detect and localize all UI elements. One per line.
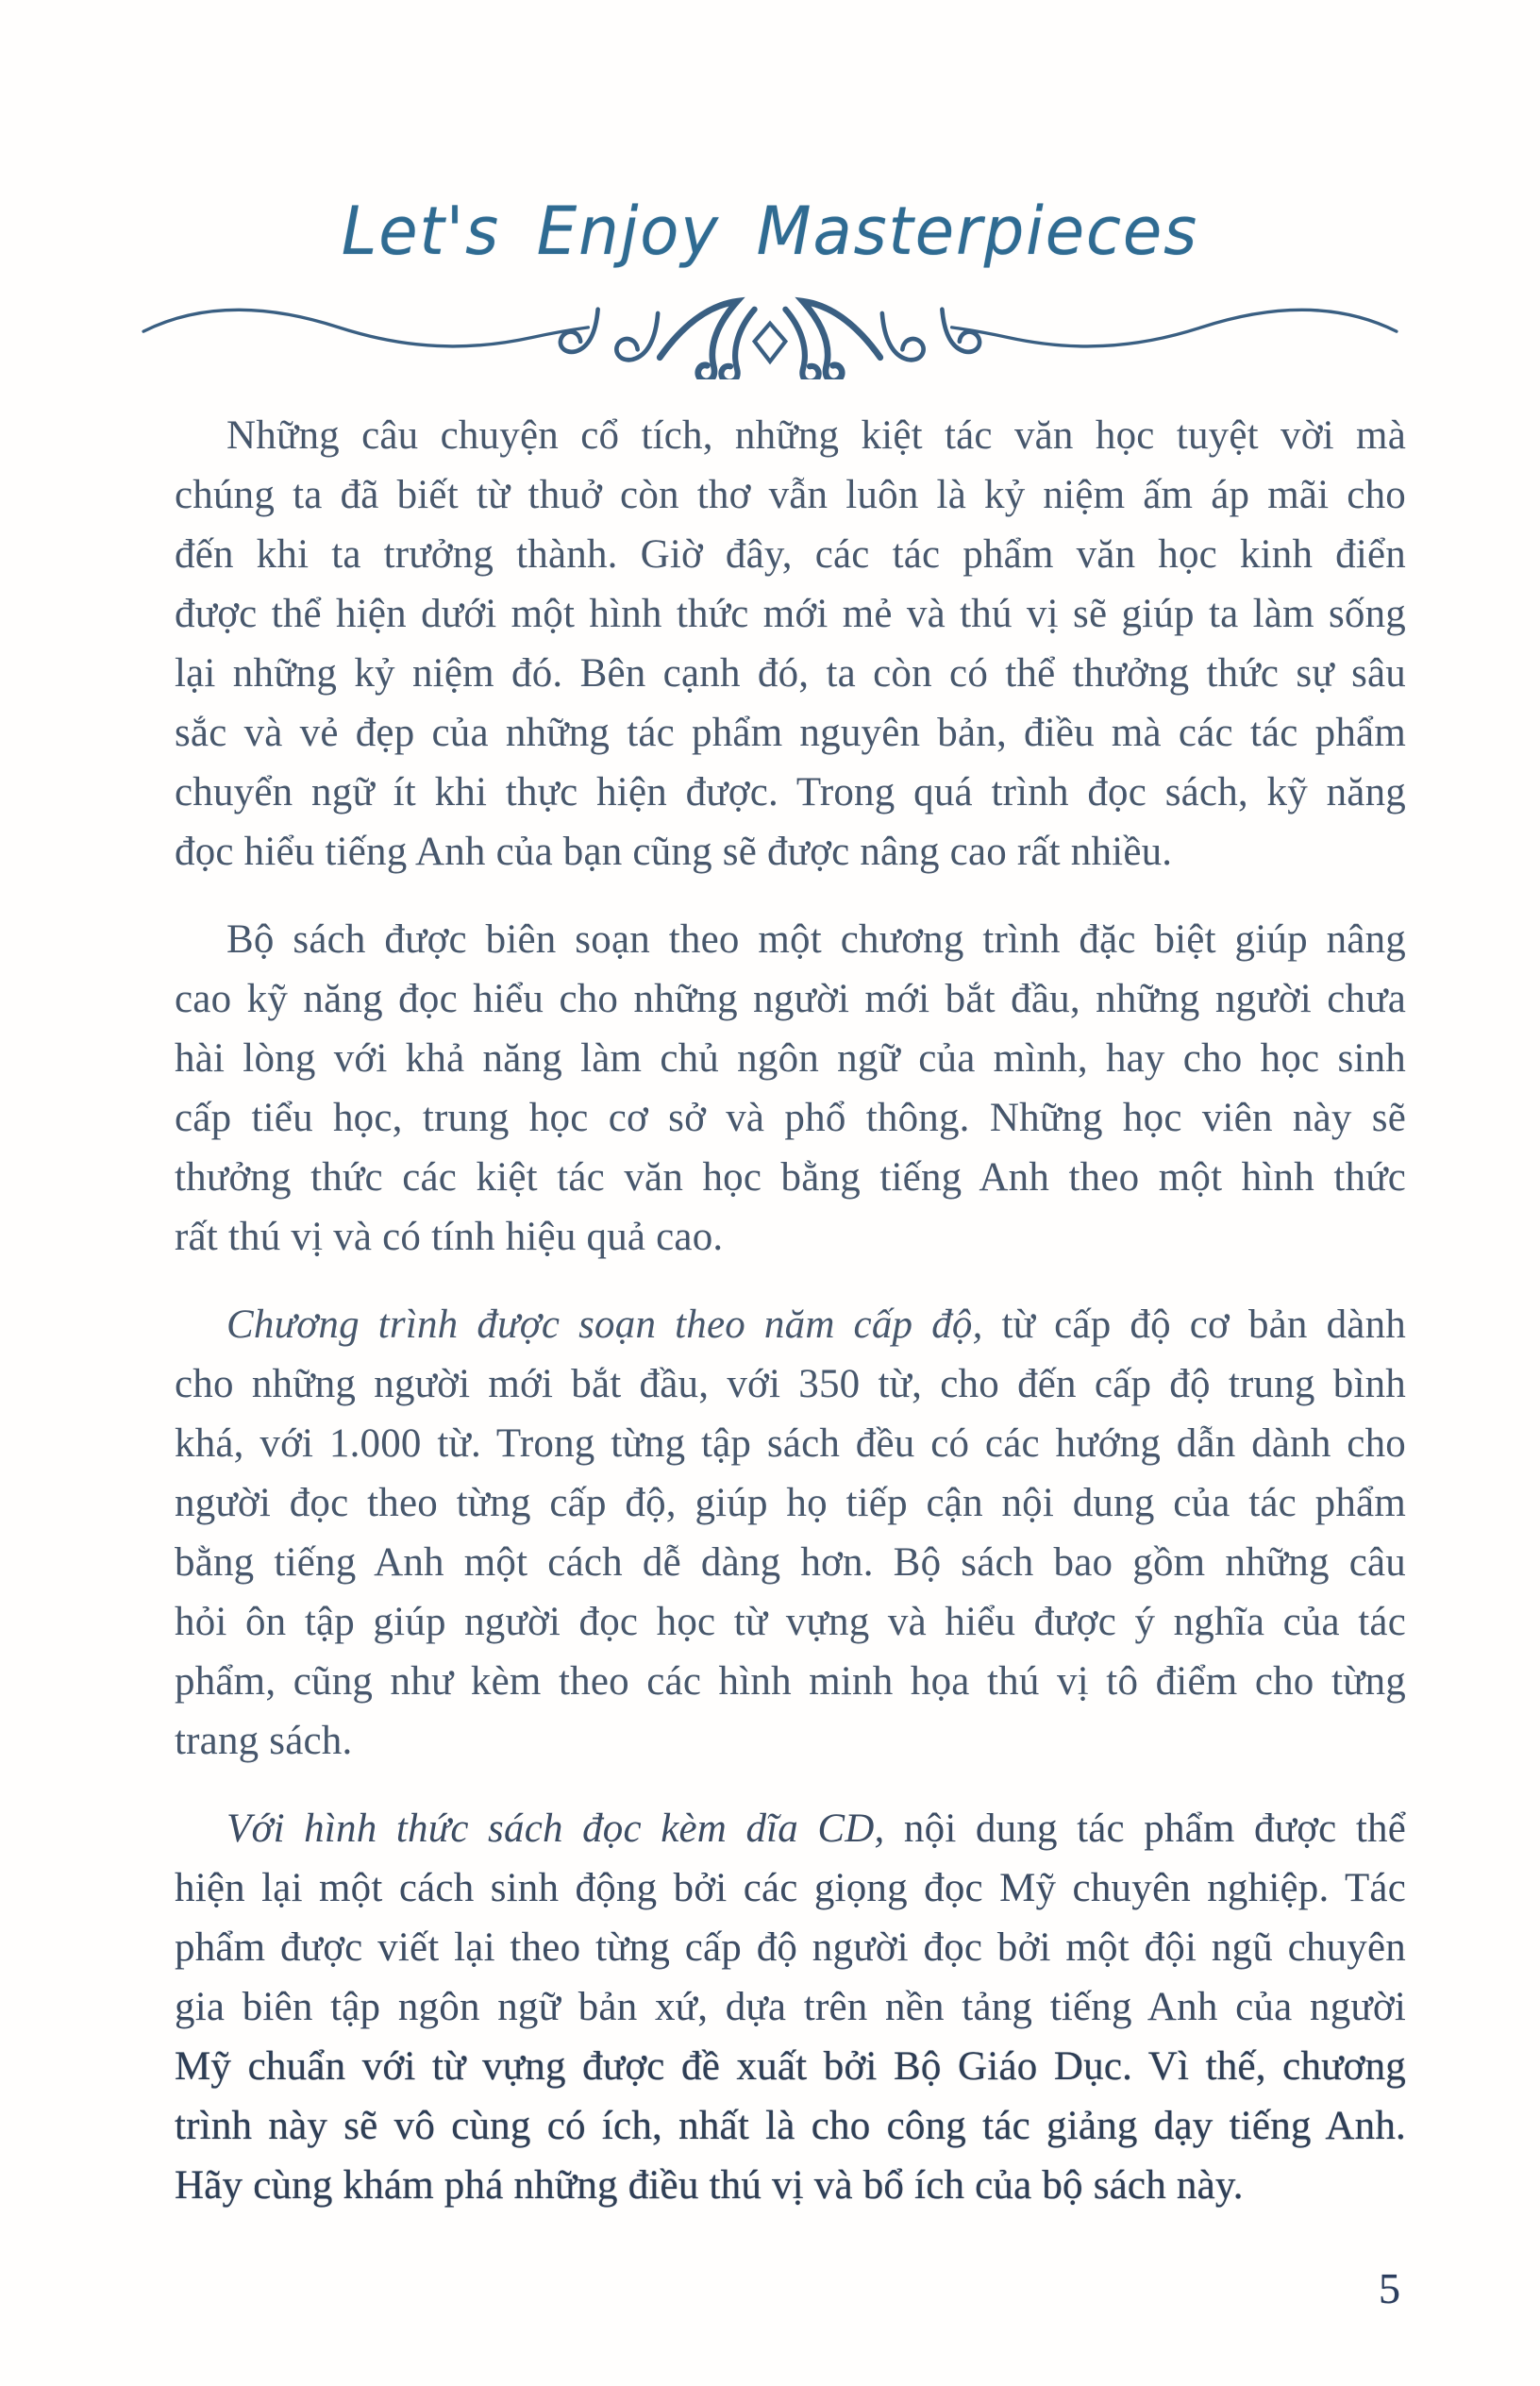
text-line [175, 1295, 1406, 1354]
text-line: hiện lại một cách sinh động bởi các giọng đọc Mỹ chuyên nghiệp. Tác [175, 1866, 1406, 1910]
text-line: lại những kỷ niệm đó. Bên cạnh đó, ta còn có thể thưởng thức sự sâu [175, 651, 1406, 696]
text-line: chuyển ngữ ít khi thực hiện được. Trong quá trình đọc sách, kỹ năng [175, 770, 1406, 815]
page-title: Let's Enjoy Masterpieces [341, 193, 1199, 270]
italic-lead: Chương trình được soạn theo năm cấp độ, [226, 1302, 983, 1347]
text-line: Bộ sách được biên soạn theo một chương trình đặc biệt giúp nâng [226, 917, 1406, 962]
text-line: Những câu chuyện cổ tích, những kiệt tác văn học tuyệt vời mà [226, 413, 1406, 458]
text-line: trình này sẽ vô cùng có ích, nhất là cho công tác giảng dạy tiếng Anh. [175, 2104, 1406, 2148]
text-line: cho những người mới bắt đầu, với 350 từ, cho đến cấp độ trung bình [175, 1362, 1406, 1406]
line-rest: từ cấp độ cơ bản dành [982, 1302, 1406, 1347]
text-line: rất thú vị và có tính hiệu quả cao. [175, 1215, 724, 1259]
text-line: thưởng thức các kiệt tác văn học bằng tiếng Anh theo một hình thức [175, 1155, 1406, 1200]
calligraphic-divider-icon [142, 279, 1398, 379]
text-line: cấp tiểu học, trung học cơ sở và phổ thông. Những học viên này sẽ [175, 1096, 1406, 1140]
text-line: khá, với 1.000 từ. Trong từng tập sách đều có các hướng dẫn dành cho [175, 1421, 1406, 1466]
italic-lead: Với hình thức sách đọc kèm dĩa CD, [226, 1806, 885, 1851]
paragraph [175, 910, 1406, 1267]
text-line: sắc và vẻ đẹp của những tác phẩm nguyên bản, điều mà các tác phẩm [175, 711, 1406, 755]
paragraph [175, 1799, 1406, 2215]
text-line [175, 1799, 1406, 1858]
text-line: chúng ta đã biết từ thuở còn thơ vẫn luôn là kỷ niệm ấm áp mãi cho [175, 473, 1406, 517]
diamond-ornament [755, 324, 786, 361]
text-line: bằng tiếng Anh một cách dễ dàng hơn. Bộ sách bao gồm những câu [175, 1540, 1406, 1585]
text-line: Mỹ chuẩn với từ vựng được đề xuất bởi Bộ Giáo Dục. Vì thế, chương [175, 2044, 1406, 2089]
text-line: cao kỹ năng đọc hiểu cho những người mới bắt đầu, những người chưa [175, 977, 1406, 1021]
text-line: hỏi ôn tập giúp người đọc học từ vựng và hiểu được ý nghĩa của tác [175, 1600, 1406, 1644]
paragraph [175, 1295, 1406, 1771]
text-line: phẩm, cũng như kèm theo các hình minh họa thú vị tô điểm cho từng [175, 1659, 1406, 1704]
text-line: hài lòng với khả năng làm chủ ngôn ngữ của mình, hay cho học sinh [175, 1036, 1406, 1081]
text-line: người đọc theo từng cấp độ, giúp họ tiếp cận nội dung của tác phẩm [175, 1481, 1406, 1525]
paragraph [175, 406, 1406, 882]
text-line: được thể hiện dưới một hình thức mới mẻ và thú vị sẽ giúp ta làm sống [175, 592, 1406, 636]
body-text [175, 406, 1406, 2243]
line-rest: nội dung tác phẩm được thể [884, 1806, 1406, 1851]
text-line: phẩm được viết lại theo từng cấp độ người đọc bởi một đội ngũ chuyên [175, 1925, 1406, 1970]
text-line: trang sách. [175, 1719, 353, 1763]
text-line: đọc hiểu tiếng Anh của bạn cũng sẽ được nâng cao rất nhiều. [175, 830, 1173, 874]
text-line: Hãy cùng khám phá những điều thú vị và bổ ích của bộ sách này. [175, 2163, 1244, 2208]
page-number: 5 [1379, 2264, 1400, 2312]
text-line: đến khi ta trưởng thành. Giờ đây, các tác phẩm văn học kinh điển [175, 532, 1406, 577]
text-line: gia biên tập ngôn ngữ bản xứ, dựa trên nền tảng tiếng Anh của người [175, 1985, 1406, 2029]
